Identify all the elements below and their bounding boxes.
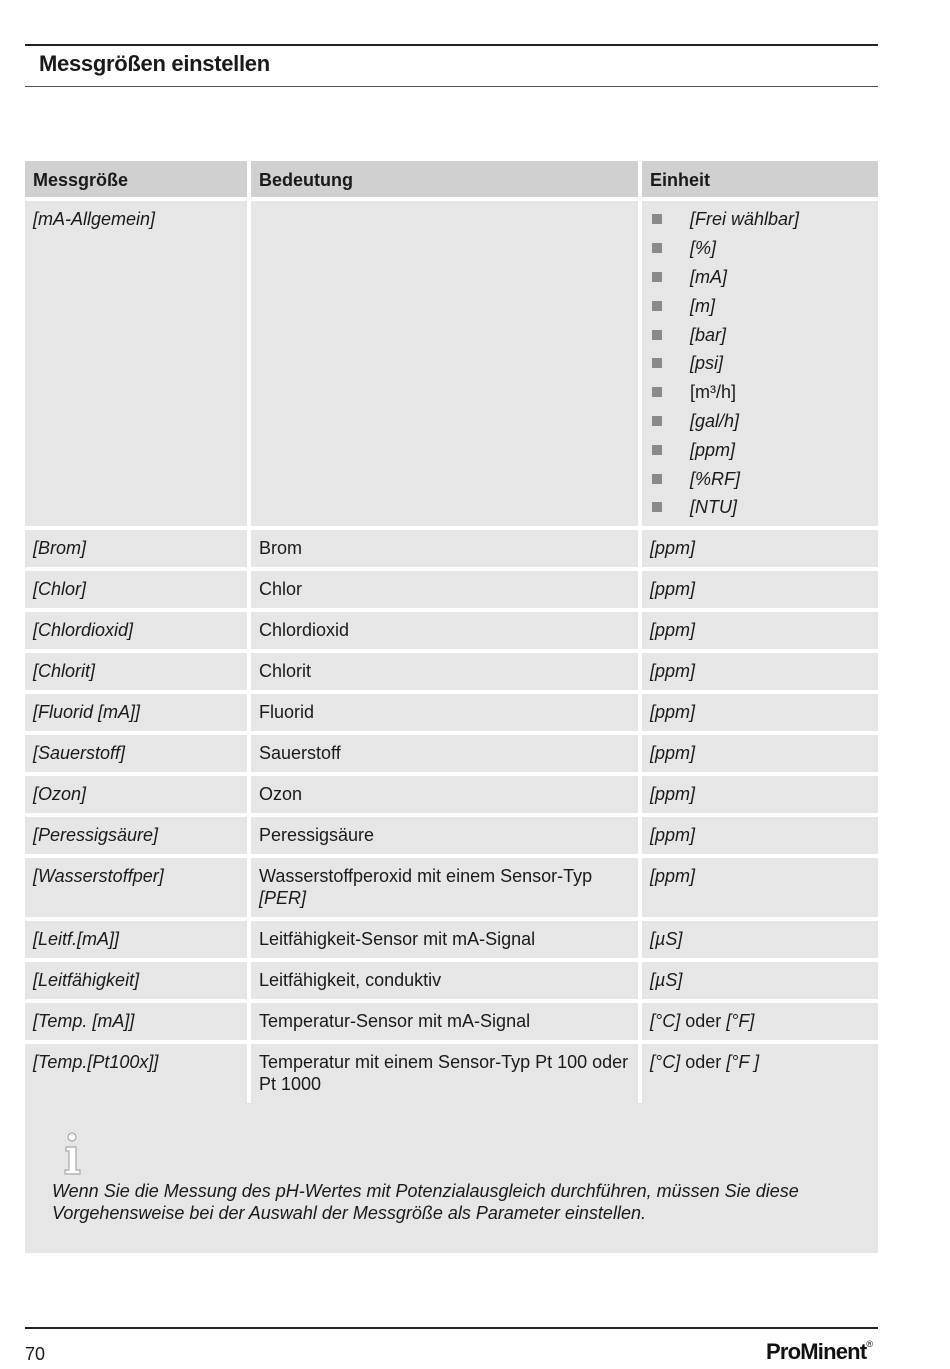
meaning-cell (251, 1044, 638, 1103)
table-row (25, 571, 878, 608)
unit-join-word: oder (685, 1010, 722, 1031)
meaning-cell (251, 776, 638, 813)
meaning-cell (251, 530, 638, 567)
unit-label: [ppm] (650, 660, 696, 681)
logo-text: ProMinent (766, 1339, 867, 1364)
parameter-cell: [Peressigsäure] (25, 817, 247, 854)
table-row (25, 694, 878, 731)
unit-label: [bar] (690, 324, 727, 345)
sensor-type-label: [PER] (259, 887, 307, 908)
unit-label: [ppm] (650, 865, 696, 886)
unit-list-item (650, 378, 870, 407)
parameter-cell: [mA-Allgemein] (25, 201, 247, 526)
note-text: Wenn Sie die Messung des pH-Wertes mit Potenzialausgleich durchführen, müssen Sie diese Vorgehensweise bei der Auswahl der Messgröße als Parameter einstellen. (52, 1181, 799, 1223)
meaning-text: Wasserstoffperoxid mit einem Sensor-Typ (259, 865, 593, 886)
unit-label-alt: [°F] (726, 1010, 755, 1031)
unit-list-item (650, 320, 870, 349)
table-row (25, 735, 878, 772)
unit-cell (642, 1044, 878, 1103)
parameter-cell: [Chlor] (25, 571, 247, 608)
parameter-cell: [Chlorit] (25, 653, 247, 690)
header-bedeutung: Bedeutung (251, 161, 638, 197)
meaning-cell (251, 921, 638, 958)
table-row (25, 612, 878, 649)
page-number: 70 (25, 1344, 46, 1364)
footer-rule (25, 1327, 878, 1329)
unit-label: [%] (690, 238, 717, 259)
meaning-cell (251, 735, 638, 772)
square-bullet-icon (652, 301, 662, 311)
unit-label: [ppm] (690, 439, 736, 460)
parameter-cell: [Temp.[Pt100x]] (25, 1044, 247, 1103)
table-header-row (25, 161, 878, 197)
square-bullet-icon (652, 445, 662, 455)
unit-label: [ppm] (650, 824, 696, 845)
unit-label: [psi] (690, 353, 724, 374)
table-row (25, 962, 878, 999)
unit-cell (642, 571, 878, 608)
header-messgroesse: Messgröße (25, 161, 247, 197)
meaning-cell (251, 571, 638, 608)
meaning-text: Sauerstoff (259, 742, 341, 763)
parameter-table (25, 161, 878, 1107)
meaning-text: Fluorid (259, 701, 315, 722)
unit-list (650, 205, 870, 522)
unit-list-item (650, 263, 870, 292)
parameter-cell: [Ozon] (25, 776, 247, 813)
unit-label: [µS] (650, 969, 683, 990)
meaning-cell (251, 653, 638, 690)
unit-label: [ppm] (650, 783, 696, 804)
square-bullet-icon (652, 502, 662, 512)
meaning-cell (251, 817, 638, 854)
parameter-cell: [Wasserstoffper] (25, 858, 247, 917)
meaning-text: Leitfähigkeit, conduktiv (259, 969, 442, 990)
unit-label: [gal/h] (690, 410, 740, 431)
parameter-cell: [Sauerstoff] (25, 735, 247, 772)
unit-label-alt: [°F ] (726, 1051, 760, 1072)
meaning-text: Chlorit (259, 660, 312, 681)
square-bullet-icon (652, 358, 662, 368)
table-row (25, 201, 878, 526)
unit-label: [ppm] (650, 701, 696, 722)
title-rule (25, 86, 878, 87)
unit-cell (642, 653, 878, 690)
meaning-text: Temperatur-Sensor mit mA-Signal (259, 1010, 531, 1031)
meaning-text: Chlordioxid (259, 619, 350, 640)
registered-mark: ® (866, 1338, 873, 1349)
meaning-cell (251, 962, 638, 999)
unit-label: [ppm] (650, 537, 696, 558)
square-bullet-icon (652, 214, 662, 224)
meaning-cell (251, 694, 638, 731)
page-title: Messgrößen einstellen (39, 51, 270, 76)
unit-list-item (650, 407, 870, 436)
unit-list-cell (642, 201, 878, 526)
unit-cell (642, 735, 878, 772)
meaning-text: Temperatur mit einem Sensor-Typ Pt 100 oder Pt 1000 (259, 1051, 629, 1094)
table-row (25, 921, 878, 958)
square-bullet-icon (652, 243, 662, 253)
parameter-cell: [Brom] (25, 530, 247, 567)
meaning-cell (251, 1003, 638, 1040)
meaning-text: Ozon (259, 783, 303, 804)
unit-cell (642, 817, 878, 854)
meaning-cell (251, 858, 638, 917)
unit-cell (642, 776, 878, 813)
parameter-cell: [Leitfähigkeit] (25, 962, 247, 999)
unit-cell (642, 858, 878, 917)
table-row (25, 817, 878, 854)
square-bullet-icon (652, 272, 662, 282)
unit-label: [Frei wählbar] (690, 209, 800, 230)
unit-join-word: oder (685, 1051, 722, 1072)
meaning-cell (251, 612, 638, 649)
unit-cell (642, 694, 878, 731)
meaning-cell (251, 201, 638, 526)
unit-label: [ppm] (650, 578, 696, 599)
unit-list-item (650, 435, 870, 464)
table-row (25, 653, 878, 690)
parameter-cell: [Fluorid [mA]] (25, 694, 247, 731)
unit-label: [µS] (650, 928, 683, 949)
table-row (25, 1003, 878, 1040)
header-einheit: Einheit (642, 161, 878, 197)
square-bullet-icon (652, 330, 662, 340)
square-bullet-icon (652, 387, 662, 397)
info-note (25, 1103, 878, 1253)
square-bullet-icon (652, 474, 662, 484)
prominent-logo (766, 1339, 872, 1365)
parameter-cell: [Chlordioxid] (25, 612, 247, 649)
unit-list-item (650, 291, 870, 320)
unit-label: [mA] (690, 266, 728, 287)
table-row (25, 858, 878, 917)
unit-list-item (650, 234, 870, 263)
parameter-cell: [Temp. [mA]] (25, 1003, 247, 1040)
square-bullet-icon (652, 416, 662, 426)
unit-label: [ppm] (650, 619, 696, 640)
top-rule (25, 44, 878, 46)
unit-cell (642, 1003, 878, 1040)
unit-label: [m] (690, 295, 715, 316)
unit-label: [m³/h] (690, 382, 737, 403)
unit-list-item (650, 205, 870, 234)
unit-label: [ppm] (650, 742, 696, 763)
unit-label: [°C] (650, 1010, 681, 1031)
table-row (25, 776, 878, 813)
unit-label: [%RF] (690, 468, 741, 489)
unit-list-item (650, 349, 870, 378)
unit-label: [NTU] (690, 497, 737, 518)
unit-cell (642, 921, 878, 958)
unit-cell (642, 962, 878, 999)
unit-label: [°C] (650, 1051, 681, 1072)
parameter-cell: [Leitf.[mA]] (25, 921, 247, 958)
info-icon (62, 1132, 84, 1176)
unit-cell (642, 530, 878, 567)
meaning-text: Leitfähigkeit-Sensor mit mA-Signal (259, 928, 536, 949)
table-row (25, 1044, 878, 1103)
meaning-text: Chlor (259, 578, 303, 599)
meaning-text: Peressigsäure (259, 824, 375, 845)
unit-list-item (650, 493, 870, 522)
unit-list-item (650, 464, 870, 493)
unit-cell (642, 612, 878, 649)
meaning-text: Brom (259, 537, 303, 558)
table-row (25, 530, 878, 567)
